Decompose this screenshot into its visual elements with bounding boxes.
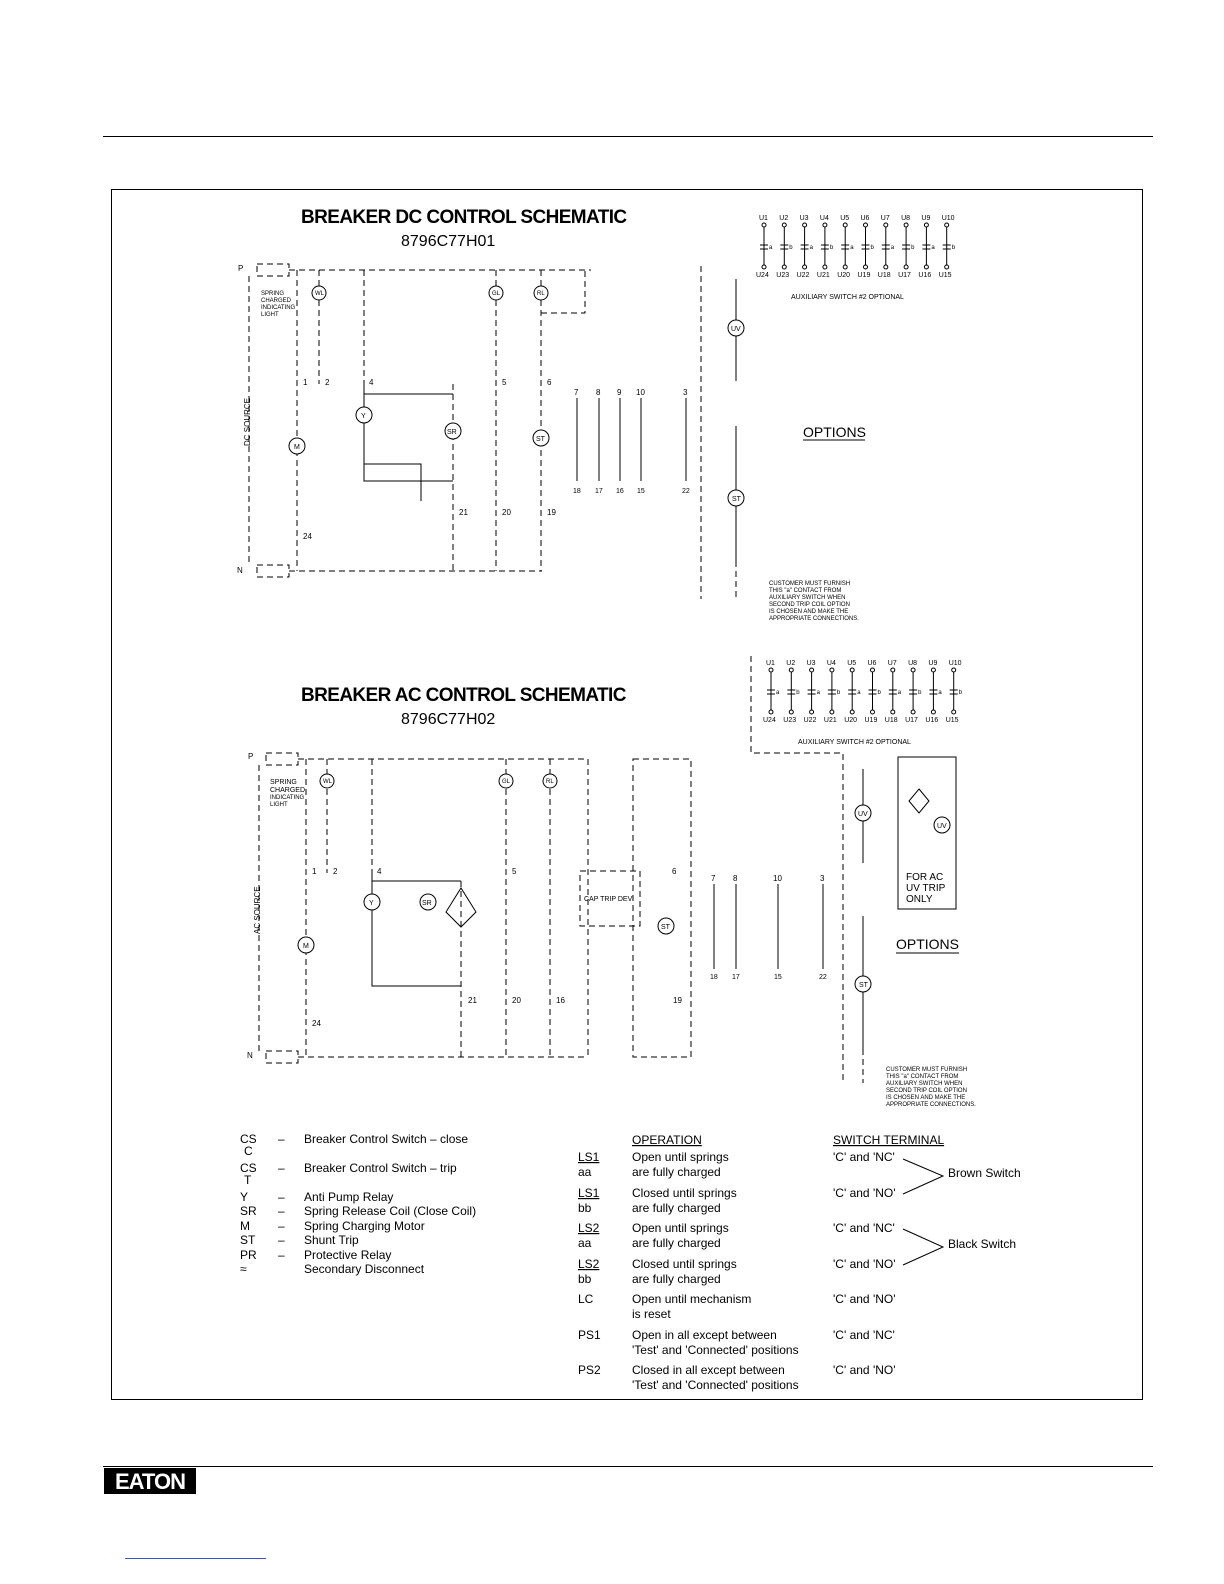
svg-text:LIGHT: LIGHT: [261, 312, 279, 318]
svg-text:are fully charged: are fully charged: [632, 1165, 721, 1179]
svg-text:is reset: is reset: [632, 1307, 671, 1321]
svg-text:UV TRIP: UV TRIP: [906, 883, 946, 894]
aux-top-terminal: U10: [948, 660, 962, 667]
schematic-frame: [111, 189, 1143, 1400]
op-desc: Closed in all except between: [632, 1363, 785, 1377]
svg-text:APPROPRIATE CONNECTIONS.: APPROPRIATE CONNECTIONS.: [769, 616, 859, 622]
aux-top-terminal: U4: [819, 215, 829, 222]
svg-text:8: 8: [733, 874, 738, 883]
aux-contact-type: b: [958, 690, 963, 696]
op-desc: Closed until springs: [632, 1257, 737, 1271]
ac-aux-switch: [763, 660, 963, 724]
svg-text:–: –: [278, 1248, 285, 1262]
svg-text:7: 7: [711, 874, 716, 883]
op-desc: Open until mechanism: [632, 1292, 752, 1306]
ac-disconnect-n: [266, 1051, 298, 1063]
legend-desc: Shunt Trip: [304, 1233, 359, 1247]
svg-text:CUSTOMER MUST FURNISH: CUSTOMER MUST FURNISH: [769, 581, 851, 587]
svg-text:18: 18: [573, 488, 581, 495]
legend-code-sub: C: [244, 1144, 253, 1158]
dc-n-label: N: [237, 566, 243, 575]
aux-top-terminal: U8: [908, 660, 918, 667]
ac-option-contacts: [710, 874, 827, 981]
ac-source-label: AC SOURCE: [253, 886, 262, 934]
dc-disconnect-p: [257, 264, 289, 276]
aux-top-terminal: U7: [880, 215, 890, 222]
svg-text:7: 7: [574, 388, 579, 397]
ac-title: BREAKER AC CONTROL SCHEMATIC: [301, 685, 626, 706]
op-desc: Closed until springs: [632, 1186, 737, 1200]
svg-text:–: –: [278, 1219, 285, 1233]
svg-text:19: 19: [547, 508, 556, 517]
svg-text:RL: RL: [537, 291, 545, 297]
ac-disconnect-p: [266, 753, 298, 765]
aux-contact-type: a: [897, 690, 902, 696]
svg-text:IS CHOSEN AND MAKE THE: IS CHOSEN AND MAKE THE: [886, 1095, 966, 1101]
dc-customer-note: [769, 581, 859, 622]
op-switch-terminal: 'C' and 'NO': [833, 1186, 896, 1200]
dc-schematic: [237, 207, 956, 622]
dc-disconnect-n: [257, 565, 289, 577]
aux-contact-type: b: [829, 245, 834, 251]
aux-bottom-terminal: U17: [898, 272, 911, 279]
svg-text:ST: ST: [732, 496, 741, 503]
aux-top-terminal: U3: [799, 215, 809, 222]
svg-text:SR: SR: [422, 900, 432, 907]
brown-switch-label: Brown Switch: [948, 1166, 1021, 1180]
ac-spring-light-label: SPRING: [270, 779, 297, 786]
svg-text:1: 1: [312, 867, 317, 876]
black-switch-bracket: [903, 1229, 943, 1265]
legend-desc: Breaker Control Switch – trip: [304, 1161, 457, 1175]
legend-desc: Anti Pump Relay: [304, 1190, 394, 1204]
ac-schematic: [247, 656, 976, 1108]
svg-text:24: 24: [312, 1019, 321, 1028]
ac-part-number: 8796C77H02: [401, 711, 496, 728]
aux-contact-type: b: [836, 690, 841, 696]
svg-text:10: 10: [636, 388, 645, 397]
svg-text:15: 15: [637, 488, 645, 495]
dc-p-label: P: [238, 264, 244, 273]
aux-bottom-terminal: U22: [796, 272, 810, 279]
aux-top-terminal: U7: [887, 660, 897, 667]
legend-code: CS: [240, 1161, 257, 1175]
dc-options-label: OPTIONS: [803, 424, 867, 440]
aux-top-terminal: U9: [921, 215, 931, 222]
aux-bottom-terminal: U15: [938, 272, 952, 279]
legend-code: M: [240, 1219, 250, 1233]
svg-text:M: M: [303, 943, 309, 950]
svg-text:–: –: [278, 1161, 285, 1175]
op-code-sub: aa: [578, 1165, 592, 1179]
ac-aux-switch-label: AUXILIARY SWITCH #2 OPTIONAL: [798, 739, 911, 746]
aux-top-terminal: U1: [759, 215, 768, 222]
op-code: LS2: [578, 1221, 600, 1235]
aux-contact-type: a: [938, 690, 942, 696]
svg-text:24: 24: [303, 532, 312, 541]
svg-text:16: 16: [556, 996, 565, 1005]
svg-text:10: 10: [773, 874, 782, 883]
eaton-logo: [104, 1468, 196, 1494]
svg-text:20: 20: [512, 996, 521, 1005]
svg-text:INDICATING: INDICATING: [261, 305, 296, 311]
aux-contact-type: b: [918, 690, 922, 696]
aux-bottom-terminal: U15: [945, 717, 959, 724]
legend-desc: Spring Charging Motor: [304, 1219, 425, 1233]
svg-text:15: 15: [774, 974, 782, 981]
svg-text:are fully charged: are fully charged: [632, 1236, 721, 1250]
svg-text:WL: WL: [315, 291, 324, 297]
schematic-diagram: [112, 190, 1144, 1401]
op-switch-terminal: 'C' and 'NC': [833, 1221, 895, 1235]
svg-text:6: 6: [672, 867, 677, 876]
operation-table: [578, 1133, 1021, 1392]
op-code-sub: bb: [578, 1201, 592, 1215]
svg-text:Y: Y: [369, 900, 374, 907]
svg-text:EATON: EATON: [115, 1469, 185, 1494]
svg-text:20: 20: [502, 508, 511, 517]
aux-contact-type: a: [890, 245, 895, 251]
svg-text:CUSTOMER MUST FURNISH: CUSTOMER MUST FURNISH: [886, 1067, 968, 1073]
legend-code: ST: [240, 1233, 256, 1247]
svg-text:SECOND TRIP COIL OPTION: SECOND TRIP COIL OPTION: [769, 602, 850, 608]
svg-text:are fully charged: are fully charged: [632, 1272, 721, 1286]
aux-bottom-terminal: U18: [877, 272, 891, 279]
black-switch-label: Black Switch: [948, 1237, 1017, 1251]
svg-text:WL: WL: [323, 779, 332, 785]
operation-header: OPERATION: [632, 1133, 702, 1147]
svg-text:'Test' and 'Connected' positio: 'Test' and 'Connected' positions: [632, 1343, 799, 1357]
footer-rule: [103, 1466, 1153, 1467]
svg-text:1: 1: [303, 378, 308, 387]
legend-desc: Secondary Disconnect: [304, 1262, 425, 1276]
dc-title: BREAKER DC CONTROL SCHEMATIC: [301, 207, 627, 228]
svg-text:INDICATING: INDICATING: [270, 795, 305, 801]
ac-p-label: P: [248, 752, 254, 761]
aux-top-terminal: U5: [847, 660, 857, 667]
aux-bottom-terminal: U23: [776, 272, 790, 279]
svg-text:ST: ST: [536, 436, 545, 443]
dc-relay-wire: [364, 464, 421, 501]
aux-contact-type: b: [951, 245, 956, 251]
aux-top-terminal: U6: [867, 660, 877, 667]
svg-text:–: –: [278, 1132, 285, 1146]
svg-text:2: 2: [333, 867, 338, 876]
svg-text:21: 21: [459, 508, 468, 517]
aux-bottom-terminal: U16: [918, 272, 932, 279]
aux-bottom-terminal: U17: [905, 717, 918, 724]
aux-bottom-terminal: U23: [783, 717, 797, 724]
svg-text:9: 9: [617, 388, 622, 397]
op-switch-terminal: 'C' and 'NO': [833, 1257, 896, 1271]
aux-top-terminal: U8: [901, 215, 911, 222]
footer-link-underline[interactable]: [125, 1558, 266, 1559]
svg-text:CHARGED: CHARGED: [261, 298, 292, 304]
svg-text:GL: GL: [492, 291, 501, 297]
dc-anti-pump-wire: [364, 384, 453, 481]
op-code: LC: [578, 1292, 594, 1306]
aux-bottom-terminal: U21: [816, 272, 830, 279]
aux-bottom-terminal: U19: [857, 272, 871, 279]
svg-text:6: 6: [547, 378, 552, 387]
op-code: PS1: [578, 1328, 601, 1342]
svg-text:UV: UV: [937, 823, 947, 830]
aux-contact-type: a: [931, 245, 935, 251]
svg-text:ST: ST: [859, 982, 868, 989]
svg-text:22: 22: [819, 974, 827, 981]
dc-part-number: 8796C77H01: [401, 233, 496, 250]
svg-text:UV: UV: [731, 326, 741, 333]
svg-text:3: 3: [820, 874, 825, 883]
svg-text:are fully charged: are fully charged: [632, 1201, 721, 1215]
op-desc: Open until springs: [632, 1150, 729, 1164]
op-switch-terminal: 'C' and 'NO': [833, 1292, 896, 1306]
legend-code: Y: [240, 1190, 249, 1204]
op-switch-terminal: 'C' and 'NC': [833, 1150, 895, 1164]
op-desc: Open in all except between: [632, 1328, 777, 1342]
aux-top-terminal: U10: [941, 215, 955, 222]
legend-desc: Breaker Control Switch – close: [304, 1132, 469, 1146]
svg-text:SECOND TRIP COIL OPTION: SECOND TRIP COIL OPTION: [886, 1088, 967, 1094]
dc-source-label: DC SOURCE: [243, 397, 252, 446]
aux-bottom-terminal: U19: [864, 717, 878, 724]
aux-contact-type: a: [857, 690, 861, 696]
legend-code: CS: [240, 1132, 257, 1146]
svg-text:3: 3: [683, 388, 688, 397]
op-code-sub: aa: [578, 1236, 592, 1250]
ac-customer-note: [886, 1067, 976, 1108]
aux-top-terminal: U2: [779, 215, 789, 222]
svg-text:–: –: [278, 1190, 285, 1204]
aux-bottom-terminal: U22: [803, 717, 817, 724]
aux-top-terminal: U3: [806, 660, 816, 667]
aux-top-terminal: U5: [840, 215, 850, 222]
legend-code: SR: [240, 1204, 257, 1218]
legend-code: PR: [240, 1248, 257, 1262]
svg-text:AUXILIARY SWITCH WHEN: AUXILIARY SWITCH WHEN: [886, 1081, 963, 1087]
dc-option-contacts: [573, 388, 690, 495]
aux-contact-type: b: [870, 245, 874, 251]
switch-terminal-header: SWITCH TERMINAL: [833, 1133, 945, 1147]
op-code: LS1: [578, 1150, 600, 1164]
svg-text:AUXILIARY SWITCH WHEN: AUXILIARY SWITCH WHEN: [769, 595, 846, 601]
svg-text:4: 4: [369, 378, 374, 387]
ac-options-label: OPTIONS: [896, 936, 960, 952]
svg-text:ST: ST: [661, 924, 670, 931]
svg-text:22: 22: [682, 488, 690, 495]
svg-text:–: –: [278, 1233, 285, 1247]
dc-spring-light-label: SPRING: [261, 291, 285, 297]
aux-bottom-terminal: U18: [884, 717, 898, 724]
aux-bottom-terminal: U24: [763, 717, 776, 724]
svg-text:UV: UV: [858, 811, 868, 818]
op-switch-terminal: 'C' and 'NO': [833, 1363, 896, 1377]
svg-text:ONLY: ONLY: [906, 894, 933, 905]
svg-text:17: 17: [732, 974, 740, 981]
ac-uv-note: FOR AC: [906, 872, 944, 883]
svg-text:THIS "a" CONTACT FROM: THIS "a" CONTACT FROM: [886, 1074, 959, 1080]
aux-bottom-terminal: U16: [925, 717, 939, 724]
op-code: LS1: [578, 1186, 600, 1200]
aux-contact-type: a: [850, 245, 854, 251]
aux-top-terminal: U6: [860, 215, 870, 222]
svg-text:IS CHOSEN AND MAKE THE: IS CHOSEN AND MAKE THE: [769, 609, 849, 615]
svg-text:APPROPRIATE CONNECTIONS.: APPROPRIATE CONNECTIONS.: [886, 1102, 976, 1108]
legend-desc: Spring Release Coil (Close Coil): [304, 1204, 477, 1218]
svg-text:THIS "a" CONTACT FROM: THIS "a" CONTACT FROM: [769, 588, 842, 594]
aux-contact-type: a: [809, 245, 813, 251]
svg-text:SR: SR: [447, 429, 457, 436]
svg-text:16: 16: [616, 488, 624, 495]
aux-contact-type: b: [877, 690, 881, 696]
ac-n-label: N: [247, 1051, 253, 1060]
svg-text:5: 5: [512, 867, 517, 876]
aux-contact-type: b: [796, 690, 800, 696]
aux-contact-type: b: [911, 245, 915, 251]
header-rule: [103, 136, 1153, 137]
svg-text:Y: Y: [361, 413, 366, 420]
legend-desc: Protective Relay: [304, 1248, 392, 1262]
svg-text:19: 19: [673, 996, 682, 1005]
legend-code-sub: T: [244, 1173, 252, 1187]
aux-contact-type: a: [769, 245, 773, 251]
ac-cap-trip-label: CAP TRIP DEV: [584, 896, 633, 903]
legend: [240, 1132, 476, 1276]
svg-text:5: 5: [502, 378, 507, 387]
aux-top-terminal: U1: [766, 660, 775, 667]
aux-bottom-terminal: U20: [837, 272, 851, 279]
aux-contact-type: a: [816, 690, 820, 696]
svg-text:17: 17: [595, 488, 603, 495]
aux-bottom-terminal: U20: [844, 717, 858, 724]
svg-text:M: M: [294, 444, 300, 451]
op-switch-terminal: 'C' and 'NC': [833, 1328, 895, 1342]
aux-top-terminal: U2: [786, 660, 796, 667]
op-code: LS2: [578, 1257, 600, 1271]
svg-text:4: 4: [377, 867, 382, 876]
svg-text:18: 18: [710, 974, 718, 981]
aux-bottom-terminal: U24: [756, 272, 769, 279]
svg-text:'Test' and 'Connected' positio: 'Test' and 'Connected' positions: [632, 1378, 799, 1392]
svg-text:CHARGED: CHARGED: [270, 787, 306, 794]
aux-top-terminal: U4: [826, 660, 836, 667]
svg-text:2: 2: [325, 378, 330, 387]
dc-aux-switch: [756, 215, 956, 279]
svg-text:–: –: [278, 1204, 285, 1218]
aux-top-terminal: U9: [928, 660, 938, 667]
dc-aux-switch-label: AUXILIARY SWITCH #2 OPTIONAL: [791, 294, 904, 301]
svg-text:LIGHT: LIGHT: [270, 802, 288, 808]
svg-text:8: 8: [596, 388, 601, 397]
svg-text:21: 21: [468, 996, 477, 1005]
svg-text:GL: GL: [502, 779, 511, 785]
legend-code: ≈: [240, 1262, 247, 1276]
brown-switch-bracket: [903, 1159, 943, 1194]
aux-bottom-terminal: U21: [823, 717, 837, 724]
svg-text:RL: RL: [546, 779, 554, 785]
aux-contact-type: a: [776, 690, 780, 696]
aux-contact-type: b: [789, 245, 793, 251]
op-code: PS2: [578, 1363, 601, 1377]
op-desc: Open until springs: [632, 1221, 729, 1235]
op-code-sub: bb: [578, 1272, 592, 1286]
